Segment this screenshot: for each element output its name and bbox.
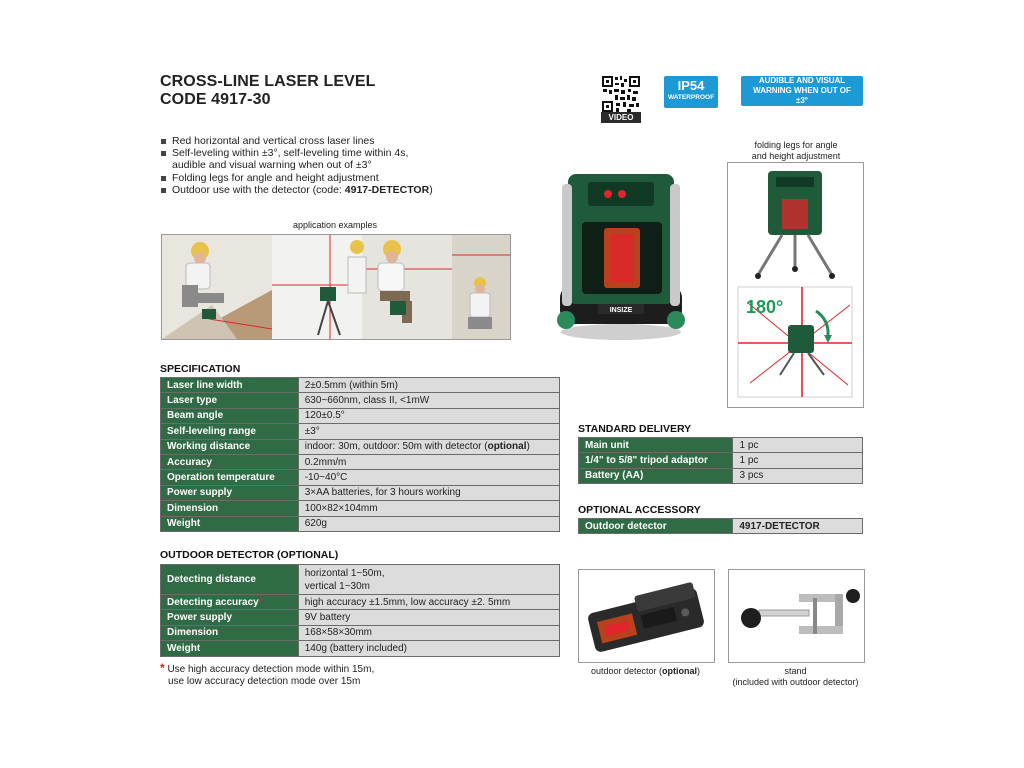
- accessory-item: Outdoor detector: [579, 519, 733, 534]
- table-row: [161, 470, 560, 485]
- spec-key: Self-leveling range: [161, 424, 299, 439]
- application-photos: [162, 235, 510, 339]
- spec-value: 168×58×30mm: [298, 625, 559, 640]
- delivery-item: Battery (AA): [579, 468, 733, 483]
- delivery-item: 1/4" to 5/8" tripod adaptor: [579, 453, 733, 468]
- page-title: [160, 73, 376, 109]
- title-line-2: CODE 4917-30: [160, 91, 271, 108]
- delivery-qty: 3 pcs: [733, 468, 863, 483]
- warning-text: AUDIBLE AND VISUAL WARNING WHEN OUT OF ±3°: [753, 76, 851, 105]
- spec-value: indoor: 30m, outdoor: 50m with detector (optional): [298, 439, 559, 454]
- stand-illustration: [729, 570, 864, 662]
- table-row: [161, 641, 560, 656]
- spec-value: 2±0.5mm (within 5m): [298, 378, 559, 393]
- specification-heading: SPECIFICATION: [160, 363, 241, 375]
- spec-value: horizontal 1~50m, vertical 1~30m: [298, 565, 559, 595]
- table-row: [161, 595, 560, 610]
- folding-legs-image: [727, 162, 864, 408]
- spec-value: 120±0.5°: [298, 408, 559, 423]
- outdoor-detector-table: [160, 564, 560, 657]
- table-row: [161, 565, 560, 595]
- spec-key: Dimension: [161, 501, 299, 516]
- feature-item: Outdoor use with the detector (code: 4917-DETECTOR): [160, 184, 433, 196]
- spec-key: Detecting accuracy*: [161, 595, 299, 610]
- spec-value: 140g (battery included): [298, 641, 559, 656]
- spec-key: Weight: [161, 516, 299, 531]
- table-row: [161, 408, 560, 423]
- table-row: [579, 519, 863, 534]
- spec-value: ±3°: [298, 424, 559, 439]
- spec-key: Laser line width: [161, 378, 299, 393]
- footnote-star: *: [160, 661, 165, 675]
- warning-badge: [741, 76, 863, 106]
- spec-value: 0.2mm/m: [298, 454, 559, 469]
- table-row: [161, 485, 560, 500]
- spec-key: Beam angle: [161, 408, 299, 423]
- qr-video-badge[interactable]: [601, 75, 641, 123]
- product-brand-label: INSIZE: [609, 307, 633, 314]
- delivery-qty: 1 pc: [733, 438, 863, 453]
- qr-code-icon: [601, 75, 641, 113]
- feature-list: [160, 135, 433, 196]
- table-row: [161, 393, 560, 408]
- feature-item: Folding legs for angle and height adjustment: [160, 172, 433, 184]
- qr-video-label: VIDEO: [601, 112, 641, 123]
- folding-legs-caption: folding legs for angle and height adjustment: [751, 140, 841, 161]
- title-line-1: CROSS-LINE LASER LEVEL: [160, 73, 376, 90]
- table-row: [161, 501, 560, 516]
- spec-key: Power supply: [161, 610, 299, 625]
- folding-legs-illustration: [728, 163, 863, 407]
- table-row: [161, 439, 560, 454]
- spec-key: Dimension: [161, 625, 299, 640]
- table-row: [579, 438, 863, 453]
- outdoor-detector-heading: OUTDOOR DETECTOR (OPTIONAL): [160, 549, 339, 561]
- spec-value: high accuracy ±1.5mm, low accuracy ±2. 5mm: [298, 595, 559, 610]
- table-row: [161, 516, 560, 531]
- ip54-badge: [664, 76, 718, 108]
- table-row: [579, 468, 863, 483]
- outdoor-detector-caption: outdoor detector (optional): [590, 666, 701, 676]
- standard-delivery-table: [578, 437, 863, 484]
- spec-key: Weight: [161, 641, 299, 656]
- stand-caption: stand (included with outdoor detector): [732, 666, 859, 687]
- optional-accessory-heading: OPTIONAL ACCESSORY: [578, 504, 701, 516]
- spec-key: Working distance: [161, 439, 299, 454]
- specification-table: [160, 377, 560, 532]
- accessory-code: 4917-DETECTOR: [733, 519, 863, 534]
- delivery-item: Main unit: [579, 438, 733, 453]
- application-examples-image: [161, 234, 511, 340]
- spec-value: 3×AA batteries, for 3 hours working: [298, 485, 559, 500]
- spec-value: 9V battery: [298, 610, 559, 625]
- table-row: [161, 625, 560, 640]
- table-row: [161, 378, 560, 393]
- stand-image: [728, 569, 865, 663]
- laser-level-product-image: [552, 164, 690, 342]
- spec-value: -10~40°C: [298, 470, 559, 485]
- feature-item: Red horizontal and vertical cross laser lines: [160, 135, 433, 147]
- application-examples-caption: application examples: [292, 220, 378, 230]
- spec-key: Power supply: [161, 485, 299, 500]
- spec-key: Laser type: [161, 393, 299, 408]
- table-row: [161, 610, 560, 625]
- outdoor-detector-image: [578, 569, 715, 663]
- spec-value: 100×82×104mm: [298, 501, 559, 516]
- spec-key: Accuracy: [161, 454, 299, 469]
- delivery-qty: 1 pc: [733, 453, 863, 468]
- detector-illustration: [579, 570, 714, 662]
- spec-key: Detecting distance: [161, 565, 299, 595]
- spec-key: Operation temperature: [161, 470, 299, 485]
- spec-value: 620g: [298, 516, 559, 531]
- table-row: [161, 454, 560, 469]
- ip54-sub: WATERPROOF: [667, 94, 715, 101]
- footnote-star: *: [258, 596, 263, 608]
- accuracy-footnote: * Use high accuracy detection mode within 15m, use low accuracy detection mode over 15m: [160, 661, 375, 687]
- rotation-180-label: 180°: [746, 297, 784, 317]
- table-row: [161, 424, 560, 439]
- feature-item: Self-leveling within ±3°, self-leveling time within 4s, audible and visual warning when out of ±3°: [160, 147, 433, 171]
- standard-delivery-heading: STANDARD DELIVERY: [578, 423, 692, 435]
- laser-level-illustration: [552, 164, 690, 342]
- ip54-main: IP54: [677, 78, 705, 93]
- optional-accessory-table: [578, 518, 863, 534]
- spec-value: 630~660nm, class II, <1mW: [298, 393, 559, 408]
- table-row: [579, 453, 863, 468]
